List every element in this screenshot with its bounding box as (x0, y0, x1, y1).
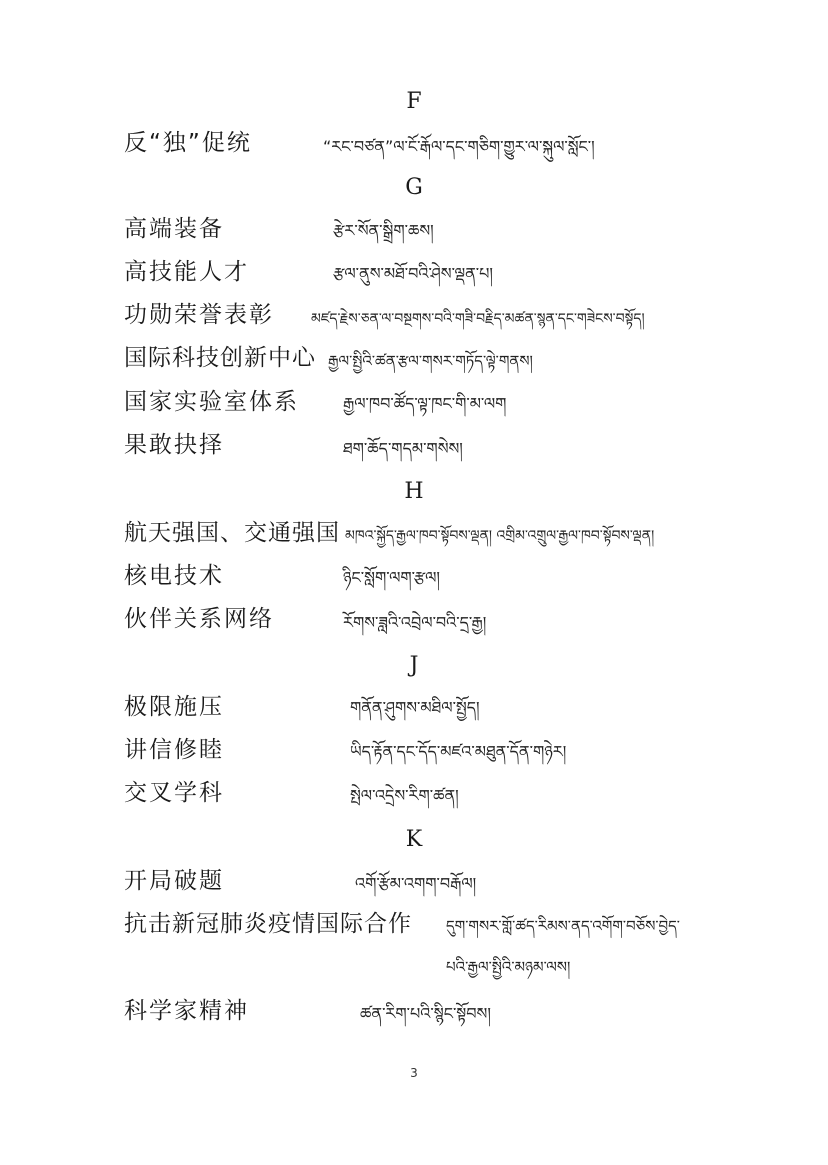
term-zh: 国家实验室体系 (124, 389, 299, 415)
term-zh: 航天强国、交通强国 (124, 520, 340, 546)
term-bo: ཐག་ཆོད་གདམ་གསེས། (343, 439, 463, 458)
term-zh: 国际科技创新中心 (124, 345, 316, 371)
term-zh: 高技能人才 (124, 259, 249, 285)
term-bo: ཉིང་སློག་ལག་རྩལ། (343, 568, 440, 587)
term-bo: སྤེལ་འདྲེས་རིག་ཚན། (350, 786, 459, 805)
term-bo: དུག་གསར་གློ་ཚད་རིམས་ནད་འགོག་བཅོས་བྱེད་ (446, 917, 680, 935)
term-zh: 高端装备 (124, 216, 224, 242)
term-bo: མཁའ་སྐྱོད་རྒྱལ་ཁབ་སྟོབས་ལྡན། འགྲིམ་འགྲུལ་རྒྱལ་ཁབ་སྟོབས་ལྡན། (345, 528, 655, 544)
section-letter-g: G (405, 175, 423, 200)
term-bo: མཛད་རྗེས་ཅན་ལ་བསྔགས་བའི་གཟི་བརྗིད་མཚན་སྙན་དང་གཟེངས་བསྟོད། (311, 311, 645, 327)
term-bo: གནོན་ཤུགས་མཐིལ་སྤྱོད། (350, 698, 480, 717)
term-bo: “རང་བཙན”ལ་ངོ་རྒོལ་དང་གཅིག་གྱུར་ལ་སྐུལ་སློང་། (323, 137, 595, 156)
term-bo: རྒྱལ་སྤྱིའི་ཚན་རྩལ་གསར་གཏོད་ལྟེ་གནས། (328, 352, 533, 370)
term-zh: 抗击新冠肺炎疫情国际合作 (124, 911, 412, 937)
term-bo: ཡིད་རྟོན་དང་དོད་མཛའ་མཐུན་དོན་གཉེར། (350, 742, 567, 761)
term-zh: 伙伴关系网络 (124, 606, 274, 632)
section-letter-f: F (406, 89, 422, 114)
term-bo: འགོ་རྩོམ་འགག་བརྒོལ། (355, 874, 477, 893)
term-bo: རོགས་ཟླའི་འབྲེལ་བའི་དྲ་རྒྱ། (343, 613, 487, 632)
section-letter-k: K (405, 827, 423, 852)
term-zh: 开局破题 (124, 868, 224, 894)
section-letter-j: J (409, 653, 419, 678)
term-bo: རྒྱལ་ཁབ་ཚོད་ལྟ་ཁང་གི་མ་ལག (343, 394, 507, 413)
section-letter-h: H (404, 479, 424, 504)
term-zh: 果敢抉择 (124, 432, 224, 458)
term-zh: 反“独”促统 (124, 130, 252, 156)
term-bo-continued: པའི་རྒྱལ་སྤྱིའི་མཉམ་ལས། (446, 958, 571, 976)
term-zh: 功勋荣誉表彰 (124, 302, 274, 328)
page-number: 3 (410, 1066, 418, 1080)
term-bo: ཚན་རིག་པའི་སྙིང་སྟོབས། (360, 1004, 491, 1023)
term-zh: 核电技术 (124, 563, 224, 589)
term-zh: 讲信修睦 (124, 737, 224, 763)
term-zh: 极限施压 (124, 694, 224, 720)
term-bo: རྩལ་ནུས་མཐོ་བའི་ཤེས་ལྡན་པ། (333, 264, 493, 283)
term-zh: 交叉学科 (124, 780, 224, 806)
term-bo: རྩེར་སོན་སྒྲིག་ཆས། (333, 221, 434, 240)
term-zh: 科学家精神 (124, 998, 249, 1024)
